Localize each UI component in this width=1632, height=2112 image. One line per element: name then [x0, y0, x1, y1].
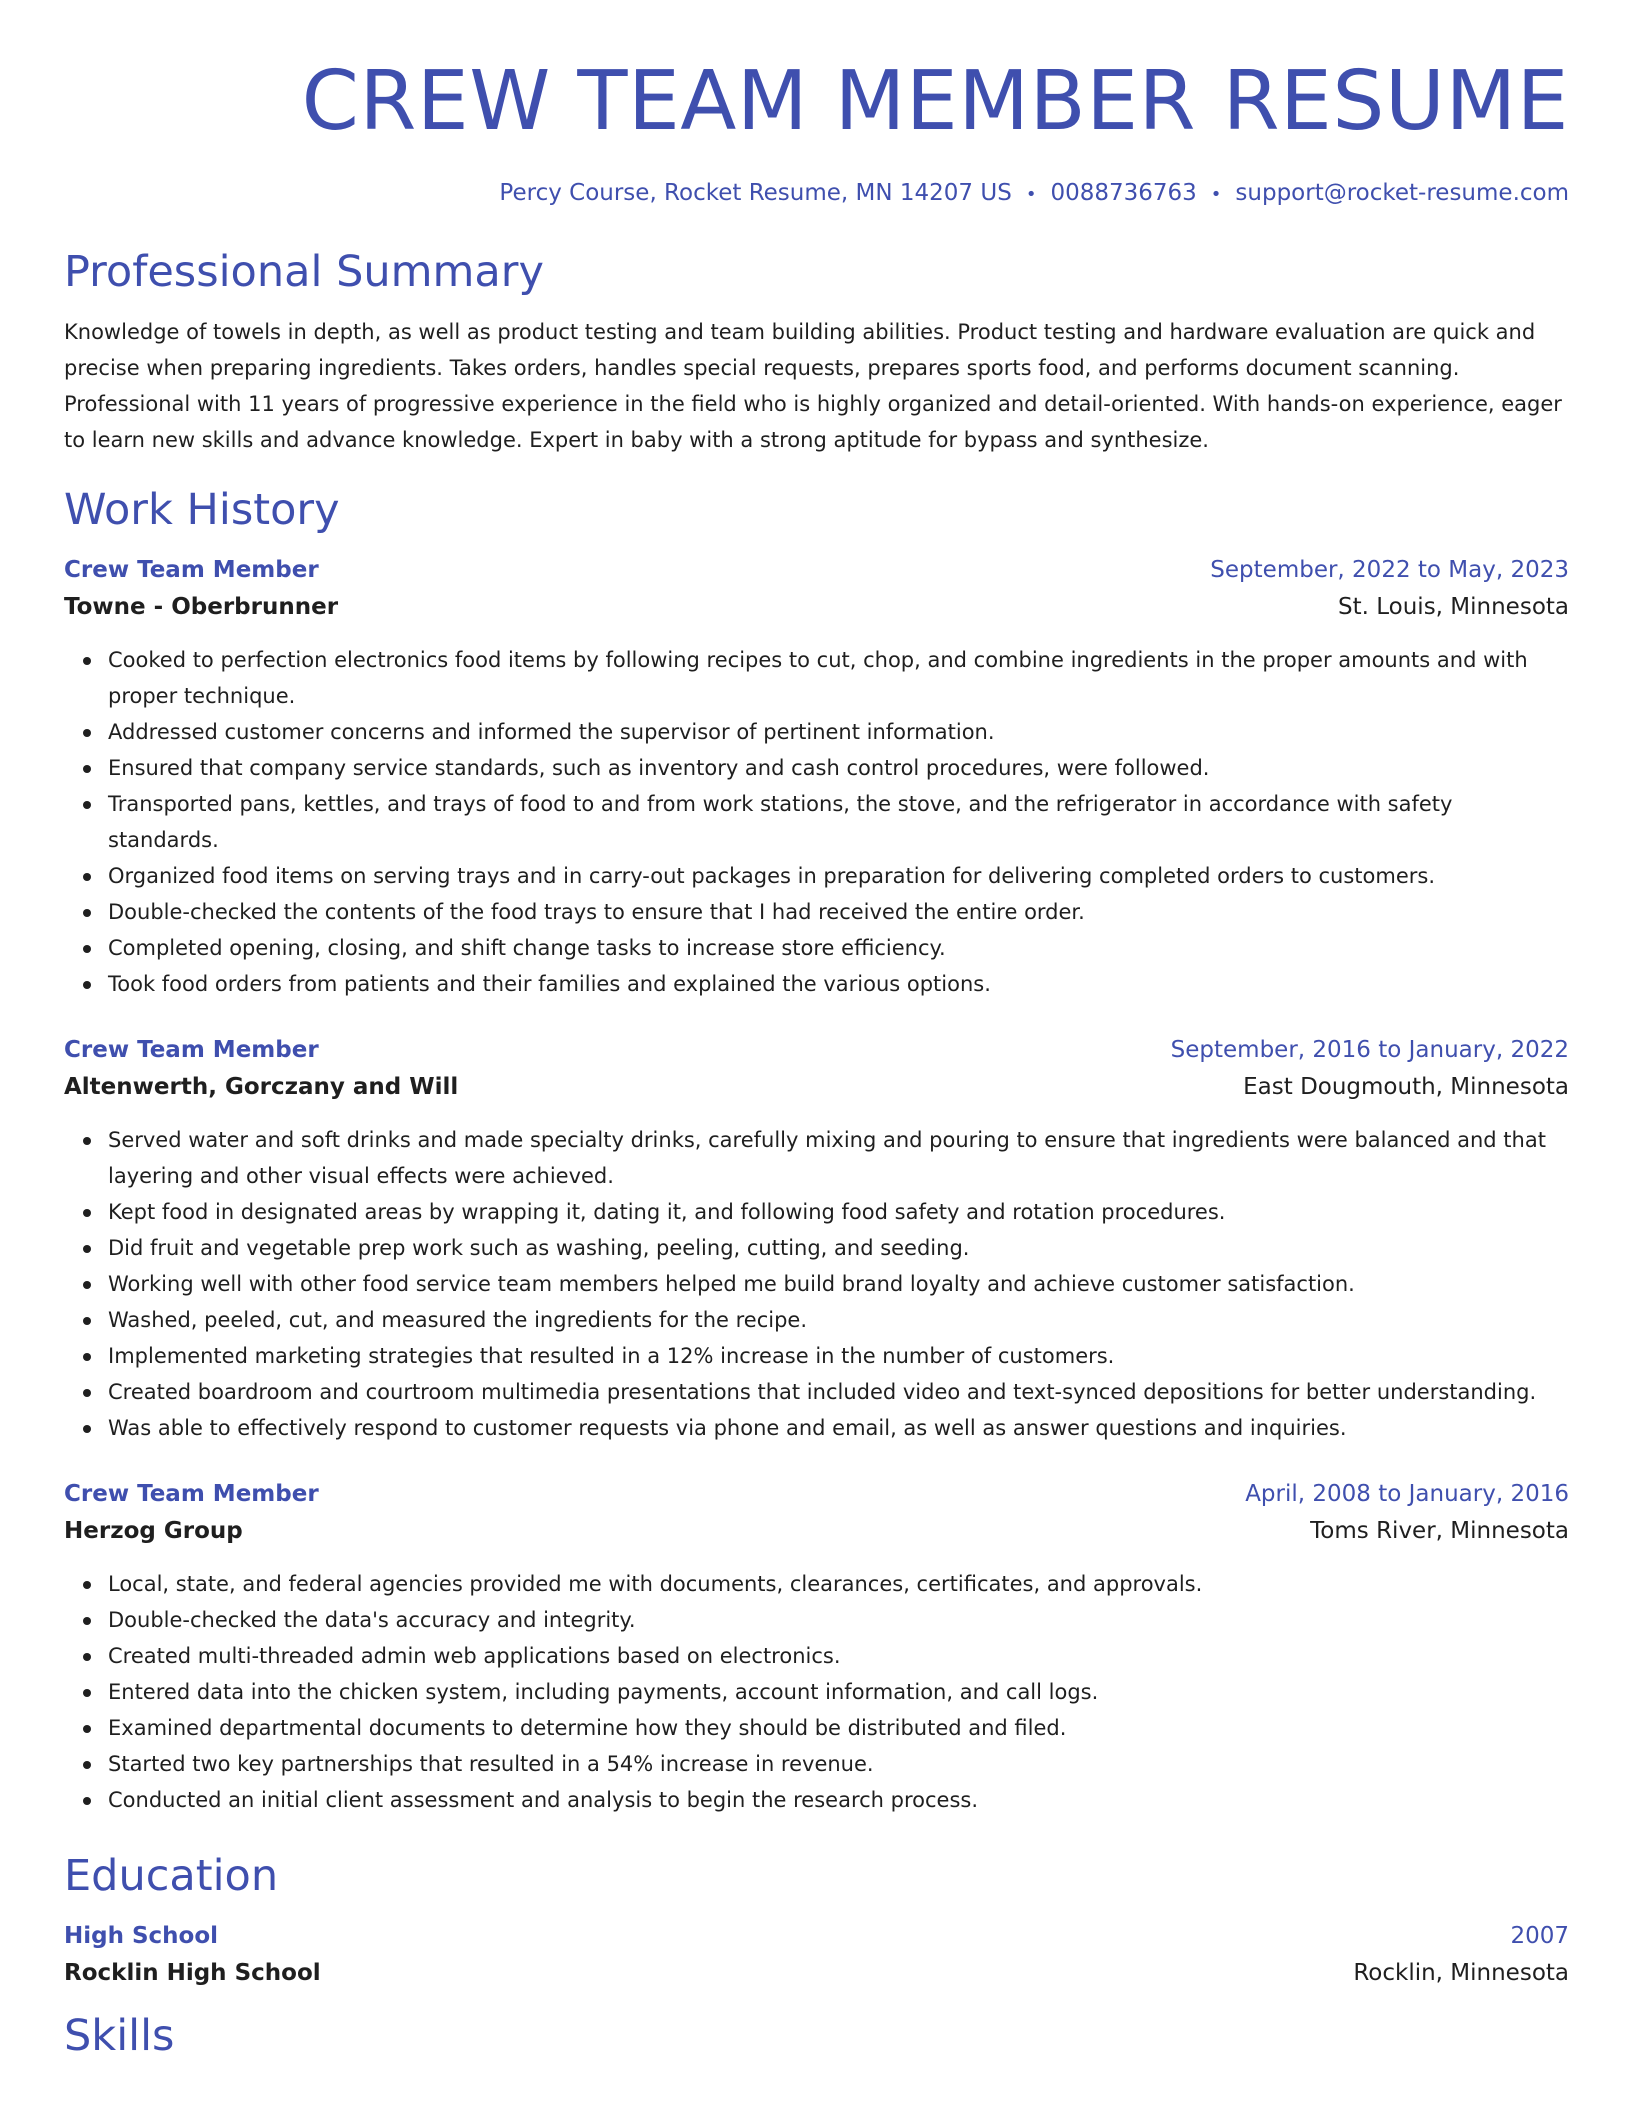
job-bullet: Was able to effectively respond to customer requests via phone and email, as well as answer questions and inquiries. — [108, 1410, 1569, 1446]
skills-heading: Skills — [64, 2011, 175, 2061]
job-bullet: Implemented marketing strategies that resulted in a 12% increase in the number of customers. — [108, 1338, 1569, 1374]
job-bullet: Ensured that company service standards, such as inventory and cash control procedures, were followed. — [108, 750, 1569, 786]
job-dates: September, 2022 to May, 2023 — [1210, 557, 1569, 583]
job-location: St. Louis, Minnesota — [1338, 594, 1569, 620]
job-bullet: Completed opening, closing, and shift change tasks to increase store efficiency. — [108, 930, 1569, 966]
job-role: Crew Team Member — [64, 557, 319, 583]
contact-separator: • — [1025, 184, 1037, 205]
job-role: Crew Team Member — [64, 1481, 319, 1507]
job-dates: April, 2008 to January, 2016 — [1245, 1481, 1569, 1507]
job-bullet-list — [64, 1122, 1569, 1446]
summary-text: Knowledge of towels in depth, as well as product testing and team building abilities. Product testing and hardware evaluation are quick and precise when preparing ingredients. Takes orders, handles special requests, prepares sports food, and performs document scanning. Professional with 11 years of progressive experience in the field who is highly organized and detail-oriented. With hands-on experience, eager to learn new skills and advance knowledge. Expert in baby with a strong aptitude for bypass and synthesize. — [64, 320, 1562, 452]
job-bullet: Served water and soft drinks and made specialty drinks, carefully mixing and pouring to ensure that ingredients were balanced and that layering and other visual effects were achieved. — [108, 1122, 1569, 1194]
work-history-heading: Work History — [64, 485, 340, 535]
job-bullet: Local, state, and federal agencies provided me with documents, clearances, certificates, and approvals. — [108, 1566, 1569, 1602]
job-dates: September, 2016 to January, 2022 — [1170, 1037, 1569, 1063]
contact-line — [64, 178, 1569, 210]
job-bullet: Cooked to perfection electronics food items by following recipes to cut, chop, and combine ingredients in the proper amounts and with proper technique. — [108, 642, 1569, 714]
job-bullet-list — [64, 642, 1569, 1002]
education-location: Rocklin, Minnesota — [1353, 1960, 1569, 1986]
resume-title: CREW TEAM MEMBER RESUME — [301, 54, 1569, 149]
job-bullet: Addressed customer concerns and informed the supervisor of pertinent information. — [108, 714, 1569, 750]
job-bullet: Did fruit and vegetable prep work such as washing, peeling, cutting, and seeding. — [108, 1230, 1569, 1266]
job-bullet: Examined departmental documents to determine how they should be distributed and filed. — [108, 1710, 1569, 1746]
job-bullet: Washed, peeled, cut, and measured the ingredients for the recipe. — [108, 1302, 1569, 1338]
job-entry — [64, 1476, 1569, 1818]
job-company: Towne - Oberbrunner — [64, 594, 339, 620]
job-bullet: Working well with other food service team members helped me build brand loyalty and achieve customer satisfaction. — [108, 1266, 1569, 1302]
contact-phone: 0088736763 — [1050, 180, 1197, 206]
job-location: Toms River, Minnesota — [1310, 1518, 1569, 1544]
education-degree: High School — [64, 1923, 219, 1949]
job-bullet: Created boardroom and courtroom multimedia presentations that included video and text-synced depositions for better understanding. — [108, 1374, 1569, 1410]
education-entry — [64, 1918, 1569, 1992]
education-year: 2007 — [1510, 1923, 1569, 1949]
job-bullet: Created multi-threaded admin web applications based on electronics. — [108, 1638, 1569, 1674]
job-bullet: Transported pans, kettles, and trays of food to and from work stations, the stove, and the refrigerator in accordance with safety standards. — [108, 786, 1569, 858]
job-role: Crew Team Member — [64, 1037, 319, 1063]
job-company: Herzog Group — [64, 1518, 243, 1544]
job-bullet: Kept food in designated areas by wrapping it, dating it, and following food safety and rotation procedures. — [108, 1194, 1569, 1230]
job-entry — [64, 552, 1569, 1002]
resume-page — [64, 0, 1569, 2064]
job-company: Altenwerth, Gorczany and Will — [64, 1074, 459, 1100]
job-bullet: Entered data into the chicken system, including payments, account information, and call logs. — [108, 1674, 1569, 1710]
education-heading: Education — [64, 1851, 279, 1901]
job-bullet: Conducted an initial client assessment and analysis to begin the research process. — [108, 1782, 1569, 1818]
contact-address: Percy Course, Rocket Resume, MN 14207 US — [499, 180, 1012, 206]
job-bullet: Started two key partnerships that resulted in a 54% increase in revenue. — [108, 1746, 1569, 1782]
education-school: Rocklin High School — [64, 1960, 321, 1986]
job-bullet: Took food orders from patients and their families and explained the various options. — [108, 966, 1569, 1002]
job-entry — [64, 1032, 1569, 1446]
job-bullet: Double-checked the contents of the food trays to ensure that I had received the entire order. — [108, 894, 1569, 930]
contact-email: support@rocket-resume.com — [1235, 180, 1569, 206]
job-bullet: Organized food items on serving trays and in carry-out packages in preparation for delivering completed orders to customers. — [108, 858, 1569, 894]
job-bullet: Double-checked the data's accuracy and integrity. — [108, 1602, 1569, 1638]
job-bullet-list — [64, 1566, 1569, 1818]
contact-separator: • — [1210, 184, 1222, 205]
summary-heading: Professional Summary — [64, 247, 544, 297]
job-location: East Dougmouth, Minnesota — [1243, 1074, 1569, 1100]
